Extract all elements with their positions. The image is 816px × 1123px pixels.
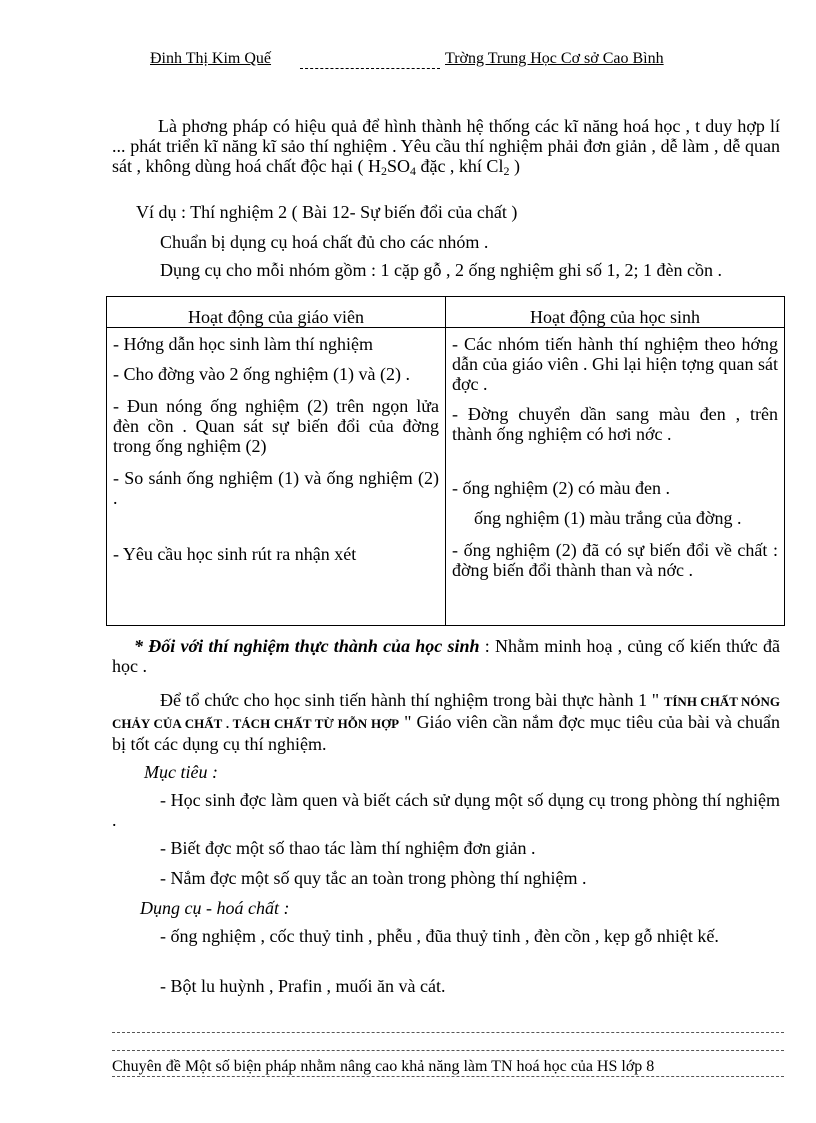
equipment-title: Dụng cụ - hoá chất :	[140, 898, 290, 918]
teacher-column-header: Hoạt động của giáo viên	[107, 297, 446, 328]
goal-item: - Biết đợc một số thao tác làm thí nghiệm đơn giản .	[160, 838, 536, 858]
student-activity: - ống nghiệm (2) có màu đen .	[452, 478, 670, 498]
practice-paragraph: * Đối với thí nghiệm thực thành của học sinh : Nhằm minh hoạ , củng cố kiến thức đã học .	[112, 636, 781, 676]
equipment-item: - Bột lu huỳnh , Prafin , muối ăn và cát.	[160, 976, 446, 996]
organize-paragraph: Để tổ chức cho học sinh tiến hành thí nghiệm trong bài thực hành 1 " TÍNH CHẤT NÓNG CHẢY CỦA CHẤT . TÁCH CHẤT TỪ HỖN HỢP " Giáo viên cần nắm đợc mục tiêu của bài và chuẩn bị tốt các dụng cụ thí nghiệm.	[112, 690, 781, 754]
intro-paragraph: Là phơng pháp có hiệu quả để hình thành hệ thống các kĩ năng hoá học , t duy hợp lí ... phát triển kĩ năng kĩ sảo thí nghiệm . Yêu cầu thí nghiệm phải đơn giản , dễ làm , dễ quan sát , không dùng hoá chất độc hại ( $H_2SO_4$ đặc , khí $Cl_2$ )	[112, 116, 780, 178]
header-school: Trờng Trung Học Cơ sở Cao Bình	[445, 50, 664, 67]
goal-item: - Học sinh đợc làm quen và biết cách sử dụng một số dụng cụ trong phòng thí nghiệm .	[112, 790, 780, 830]
equipment-item: - ống nghiệm , cốc thuỷ tinh , phễu , đũa thuỷ tinh , đèn cồn , kẹp gỗ nhiệt kế.	[160, 926, 719, 946]
prep-text: Chuẩn bị dụng cụ hoá chất đủ cho các nhóm .	[160, 232, 489, 252]
teacher-activity: - Đun nóng ống nghiệm (2) trên ngọn lửa đèn cồn . Quan sát sự biến đổi của đờng trong ống nghiệm (2)	[113, 396, 439, 456]
student-activity: - ống nghiệm (2) đã có sự biến đổi về chất : đờng biến đổi thành than và nớc .	[452, 540, 778, 580]
header-author: Đinh Thị Kim Quế	[150, 50, 272, 67]
goals-title: Mục tiêu :	[144, 762, 218, 782]
practice-title: * Đối với thí nghiệm thực thành của học sinh	[134, 636, 480, 656]
student-activity: - Đờng chuyển dần sang màu đen , trên thành ống nghiệm có hơi nớc .	[452, 404, 778, 444]
activity-table	[106, 296, 785, 626]
footer-divider	[112, 1032, 784, 1033]
goal-item: - Nắm đợc một số quy tắc an toàn trong phòng thí nghiệm .	[160, 868, 587, 888]
teacher-activity: - Yêu cầu học sinh rút ra nhận xét	[113, 544, 357, 564]
student-activity: - Các nhóm tiến hành thí nghiệm theo hớng dẫn của giáo viên . Ghi lại hiện tợng quan sát đợc .	[452, 334, 778, 394]
teacher-activity: - So sánh ống nghiệm (1) và ống nghiệm (2) .	[113, 468, 439, 508]
example-title: Ví dụ : Thí nghiệm 2 ( Bài 12- Sự biến đổi của chất )	[136, 202, 518, 222]
student-activity: ống nghiệm (1) màu trắng của đờng .	[474, 508, 742, 528]
teacher-activities	[107, 328, 446, 626]
page-footer: Chuyên đề Một số biện pháp nhằm nâng cao khả năng làm TN hoá học của HS lớp 8	[112, 1058, 784, 1076]
teacher-activity: - Hớng dẫn học sinh làm thí nghiệm	[113, 334, 373, 354]
header-separator	[300, 50, 440, 69]
teacher-activity: - Cho đờng vào 2 ống nghiệm (1) và (2) .	[113, 364, 410, 384]
student-activities	[446, 328, 785, 626]
footer-divider	[112, 1050, 784, 1051]
student-column-header: Hoạt động của học sinh	[446, 297, 785, 328]
tools-text: Dụng cụ cho mỗi nhóm gồm : 1 cặp gỗ , 2 ống nghiệm ghi số 1, 2; 1 đèn cồn .	[160, 260, 722, 280]
